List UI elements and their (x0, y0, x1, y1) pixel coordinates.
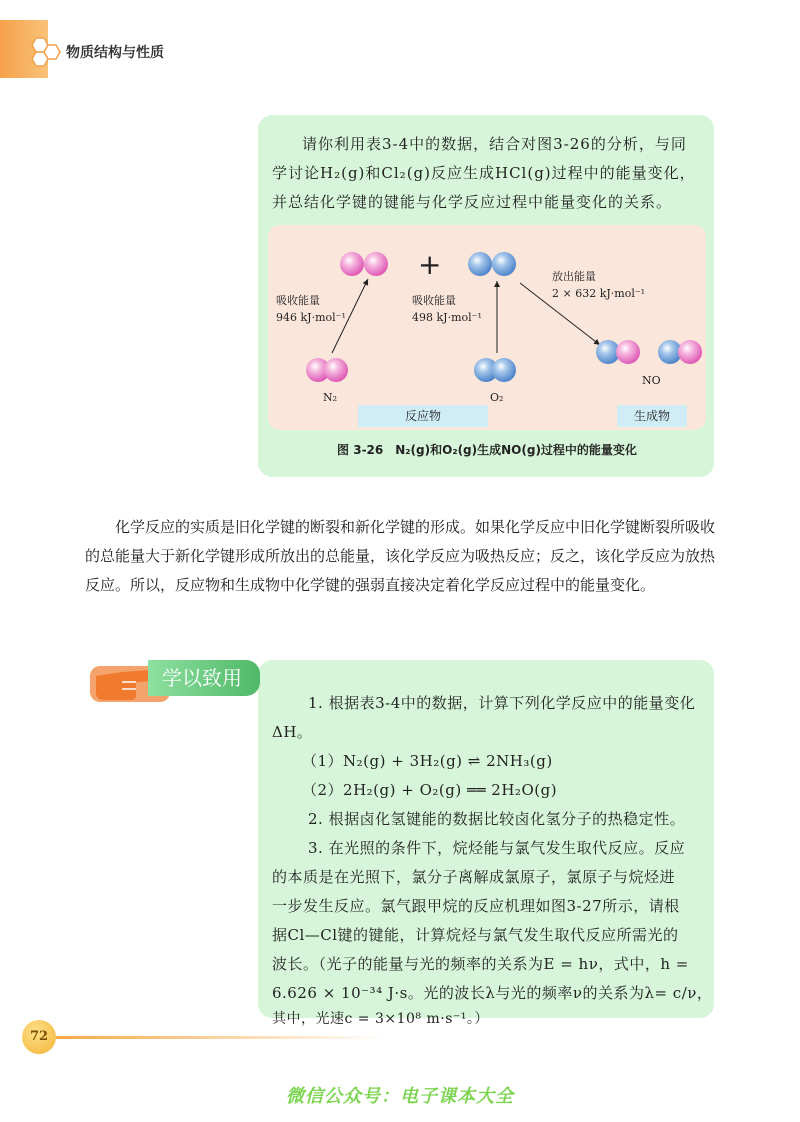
question-2: 2. 根据卤化氢键能的数据比较卤化氢分子的热稳定性。 (308, 810, 686, 828)
body-paragraph: 化学反应的实质是旧化学键的断裂和新化学键的形成。如果化学反应中旧化学键断裂所吸收的总能量大于新化学键形成所放出的总能量，该化学反应为吸热反应；反之，该化学反应为放热反应。所以，反应物和生成物中化学键的强弱直接决定着化学反应过程中的能量变化。 (85, 518, 716, 594)
watermark: 微信公众号：电子课本大全 (286, 1086, 514, 1107)
equation-1: （1）N₂(g) + 3H₂(g) ⇌ 2NH₃(g) (302, 752, 553, 770)
question-1-line-1: 1. 根据表3-4中的数据，计算下列化学反应中的能量变化 (308, 694, 696, 712)
reactants-band: 反应物 (358, 405, 488, 427)
figure-caption: 图 3-26 N₂(g)和O₂(g)生成NO(g)过程中的能量变化 (337, 443, 637, 457)
n2-energy-value: 946 kJ·mol⁻¹ (276, 311, 346, 324)
practice-heading-banner (148, 660, 260, 696)
question-3-line-2: 的本质是在光照下，氯分子离解成氯原子，氯原子与烷烃进 (272, 868, 676, 886)
n2-label: N₂ (323, 391, 338, 404)
o2-label: O₂ (490, 391, 504, 404)
no-n-atom-icon (678, 340, 702, 364)
discussion-text: 请你利用表3-4中的数据，结合对图3-26的分析，与同学讨论H₂(g)和Cl₂(g)反应生成HCl(g)过程中的能量变化，并总结化学键的键能与化学反应过程中能量变化的关系。 (272, 135, 696, 211)
o-atom-icon (492, 252, 516, 276)
question-3-line-1: 3. 在光照的条件下，烷烃能与氯气发生取代反应。反应 (308, 839, 686, 857)
question-3-line-4: 据Cl—Cl键的键能，计算烷烃与氯气发生取代反应所需光的 (272, 926, 679, 944)
release-energy-value: 2 × 632 kJ·mol⁻¹ (552, 287, 646, 300)
question-3-line-7: 其中，光速c = 3×10⁸ m·s⁻¹。） (272, 1011, 489, 1027)
o2-energy-value: 498 kJ·mol⁻¹ (412, 311, 482, 324)
hexagon-logo-icon (26, 36, 66, 72)
practice-heading: 学以致用 (162, 666, 242, 690)
n2-atom-icon (324, 358, 348, 382)
no-n-atom-icon (616, 340, 640, 364)
book-title: 物质结构与性质 (66, 45, 164, 61)
footer-rule (56, 1036, 386, 1039)
n2-absorb-label: 吸收能量 (276, 294, 320, 307)
o2-atom-icon (492, 358, 516, 382)
release-label: 放出能量 (552, 270, 596, 283)
page-number: 72 (29, 1029, 49, 1044)
question-3-line-3: 一步发生反应。氯气跟甲烷的反应机理如图3-27所示，请根 (272, 897, 680, 915)
question-1-line-2: ΔH。 (272, 723, 313, 741)
plus-sign: + (418, 248, 442, 281)
question-3-line-6: 6.626 × 10⁻³⁴ J·s。光的波长λ与光的频率ν的关系为λ= c/ν， (272, 984, 713, 1002)
n-atom-icon (340, 252, 364, 276)
equation-2: （2）2H₂(g) + O₂(g) ══ 2H₂O(g) (302, 781, 558, 799)
o2-absorb-label: 吸收能量 (412, 294, 456, 307)
o-atom-icon (468, 252, 492, 276)
question-3-line-5: 波长。（光子的能量与光的频率的关系为E = hν，式中，h = (272, 955, 689, 973)
no-label: NO (642, 374, 661, 387)
products-band: 生成物 (617, 405, 687, 427)
n-atom-icon (364, 252, 388, 276)
